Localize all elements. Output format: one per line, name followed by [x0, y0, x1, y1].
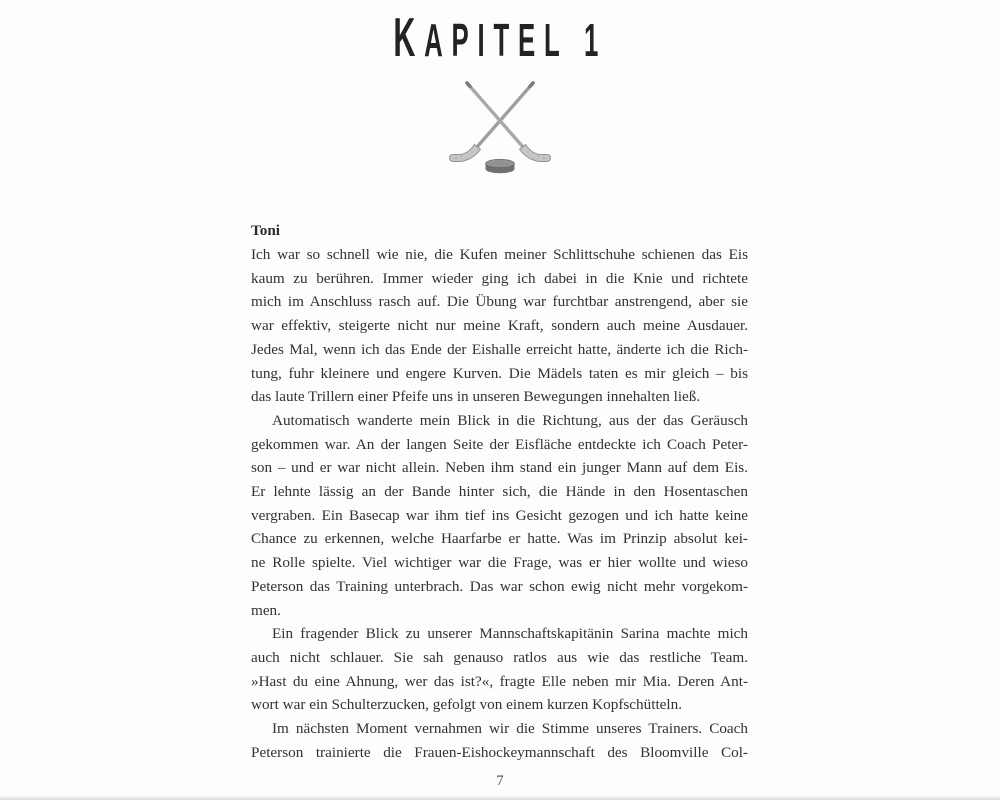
text-line: Ein fragender Blick zu unserer Mannschaftskapitänin Sarina machte mich: [272, 625, 748, 643]
page-footer: [0, 772, 1000, 790]
chapter-ornament: [0, 80, 1000, 180]
text-line: gekommen war. An der langen Seite der Eisfläche entdeckte ich Coach Peter-: [251, 435, 748, 453]
text-line: war effektiv, steigerte nicht nur meine Kraft, sondern auch meine Ausdauer.: [251, 317, 748, 335]
chapter-heading-wrap: [0, 0, 1000, 69]
text-line: tung, fuhr kleinere und engere Kurven. Die Mädels taten es mir gleich – bis: [251, 364, 748, 382]
body-text: [251, 219, 748, 764]
text-line: Im nächsten Moment vernahmen wir die Stimme unseres Trainers. Coach: [272, 720, 748, 738]
page-number: 7: [496, 773, 504, 789]
hockey-puck-icon: [486, 159, 515, 173]
text-line: wort war ein Schulterzucken, gefolgt von einem kurzen Kopfschütteln.: [251, 696, 683, 714]
page-bottom-edge: [0, 795, 1000, 800]
text-line: kaum zu berühren. Immer wieder ging ich dabei in die Knie und richtete: [251, 269, 748, 287]
text-line: son – und er war nicht allein. Neben ihm stand ein junger Mann auf dem Eis.: [251, 459, 748, 477]
crossed-hockey-sticks-icon: [440, 80, 560, 175]
text-line: Chance zu erkennen, welche Haarfarbe er hatte. Was im Prinzip absolut kei-: [251, 530, 748, 548]
text-line: Peterson das Training unterbrach. Das war schon ewig nicht mehr vorgekom-: [251, 577, 748, 595]
text-line: Ich war so schnell wie nie, die Kufen meiner Schlittschuhe schienen das Eis: [251, 246, 748, 263]
speaker-name: Toni: [251, 222, 280, 239]
text-line: vergraben. Ein Basecap war ihm tief ins Gesicht gezogen und ich hatte keine: [251, 506, 748, 524]
text-line: ne Rolle spielte. Viel wichtiger war die Frage, was er hier wollte und wieso: [251, 554, 748, 572]
text-line: »Hast du eine Ahnung, wer das ist?«, fragte Elle neben mir Mia. Deren Ant-: [251, 672, 748, 690]
text-line: das laute Trillern einer Pfeife uns in unseren Bewegungen innehalten ließ.: [251, 388, 701, 406]
chapter-title: KAPITEL 1: [393, 6, 607, 69]
text-line: mich im Anschluss rasch auf. Die Übung war furchtbar anstrengend, aber sie: [251, 293, 748, 311]
text-line: men.: [251, 601, 281, 619]
text-line: Automatisch wanderte mein Blick in die Richtung, aus der das Geräusch: [272, 411, 748, 429]
text-line: auch nicht schlauer. Sie sah genauso ratlos aus wie das restliche Team.: [251, 648, 748, 666]
text-line: Peterson trainierte die Frauen-Eishockeymannschaft des Bloomville Col-: [251, 743, 748, 761]
text-line: Er lehnte lässig an der Bande hinter sich, die Hände in den Hosentaschen: [251, 483, 748, 501]
text-line: Jedes Mal, wenn ich das Ende der Eishalle erreicht hatte, änderte ich die Rich-: [251, 340, 748, 358]
